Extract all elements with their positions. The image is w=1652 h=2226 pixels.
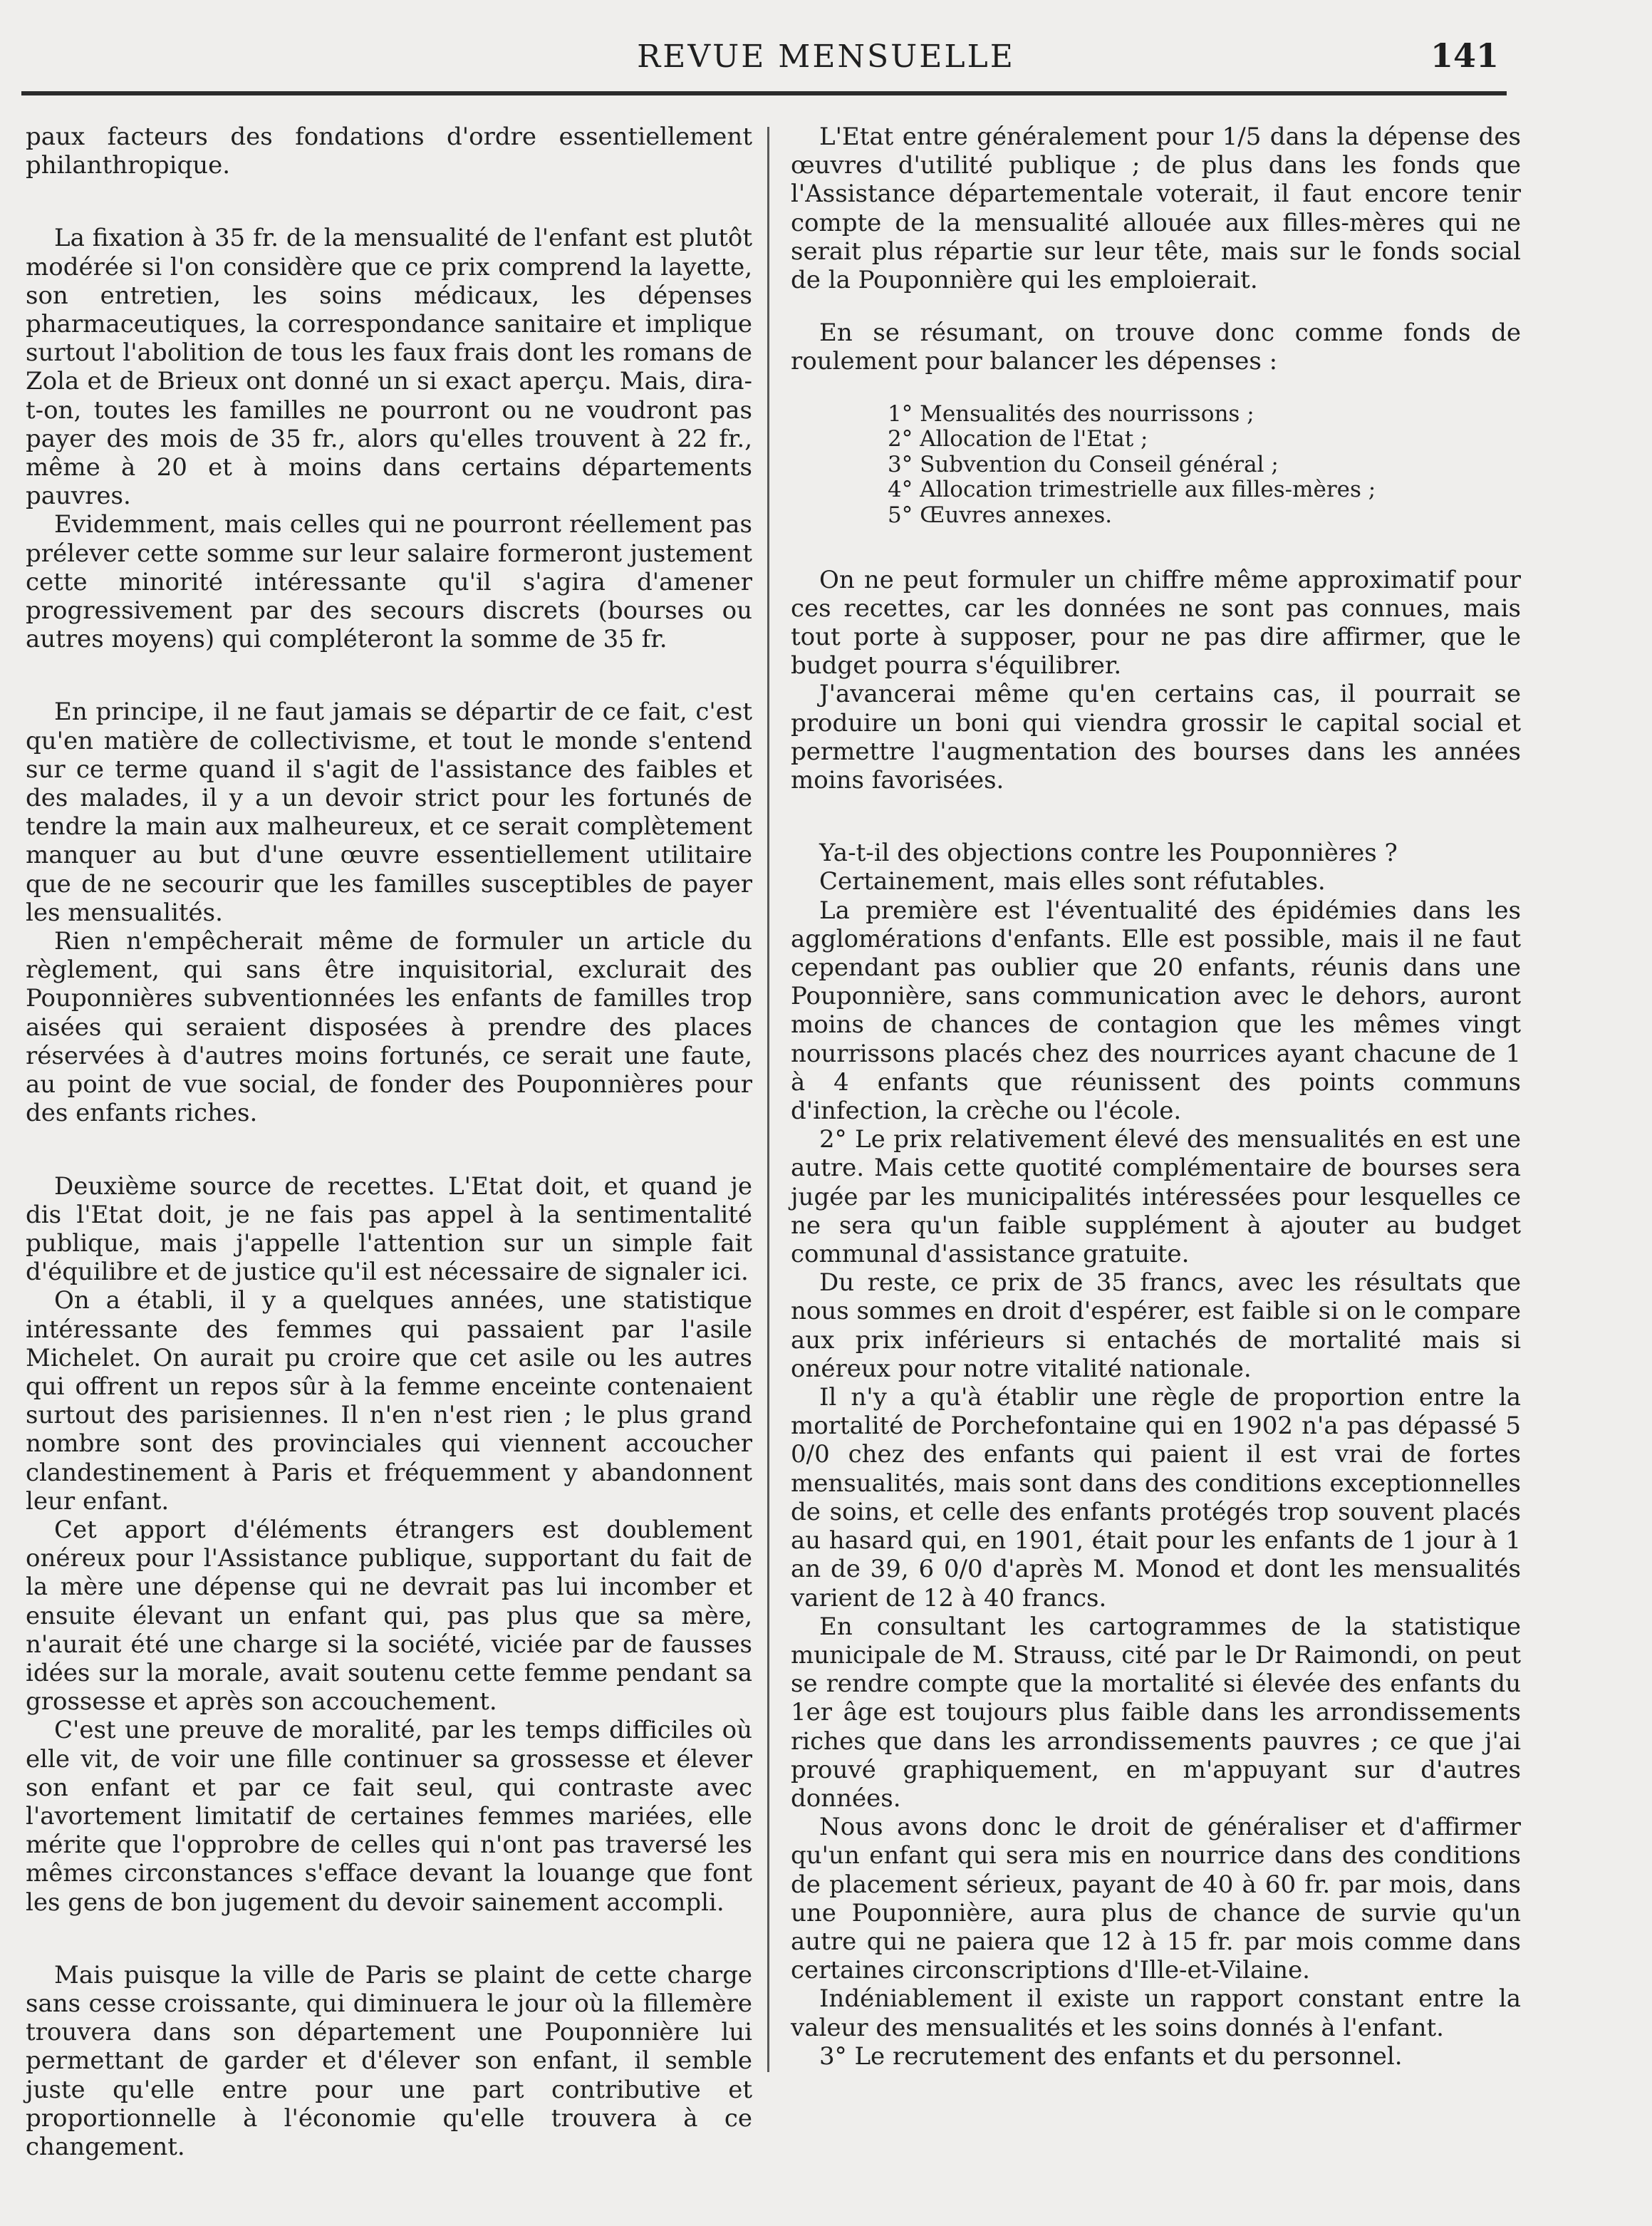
list-item: 2° Allocation de l'Etat ; <box>888 426 1148 452</box>
left-column <box>26 123 752 2161</box>
paragraph: Cet apport d'éléments étrangers est doublement onéreux pour l'Assistance publique, supportant du fait de la mère une dépense qui ne devrait pas lui incomber et ensuite élevant un enfant qui, pas plus que sa mère, n'aurait été une charge si la société, viciée par de fausses idées sur la morale, avait soutenu cette femme pendant sa grossesse et après son accouchement. <box>26 1515 752 1717</box>
column-divider <box>767 127 769 2072</box>
paragraph: L'Etat entre généralement pour 1/5 dans la dépense des œuvres d'utilité publique ; de plus dans les fonds que l'Assistance départementale voterait, il faut encore tenir compte de la mensualité allouée aux filles-mères qui ne serait plus répartie sur leur tête, mais sur le fonds social de la Pouponnière qui les emploierait. <box>791 123 1521 295</box>
paragraph: Il n'y a qu'à établir une règle de proportion entre la mortalité de Porchefontaine qui en 1902 n'a pas dépassé 5 0/0 chez des enfants qui paient il est vrai de fortes mensualités, mais sont dans des conditions exceptionnelles de soins, et celle des enfants protégés trop souvent placés au hasard qui, en 1901, était pour les enfants de 1 jour à 1 an de 39, 6 0/0 d'après M. Monod et dont les mensualités varient de 12 à 40 francs. <box>791 1383 1521 1612</box>
paragraph: Mais puisque la ville de Paris se plaint de cette charge sans cesse croissante, qui diminuera le jour où la fillemère trouvera dans son département une Pouponnière lui permettant de garder et d'élever son enfant, il semble juste qu'elle entre pour une part contributive et proportionnelle à l'économie qu'elle trouvera à ce changement. <box>26 1960 752 2161</box>
right-column <box>791 123 1521 2071</box>
paragraph: Rien n'empêcherait même de formuler un article du règlement, qui sans être inquisitorial, exclurait des Pouponnières subventionnées les enfants de familles trop aisées qui seraient disposées à prendre des places réservées à d'autres moins fortunés, ce serait une faute, au point de vue social, de fonder des Pouponnières pour des enfants riches. <box>26 927 752 1128</box>
list-item: 4° Allocation trimestrielle aux filles-mères ; <box>888 477 1376 503</box>
list-item: 3° Subvention du Conseil général ; <box>888 451 1279 477</box>
paragraph: En se résumant, on trouve donc comme fonds de roulement pour balancer les dépenses : <box>791 319 1521 376</box>
paragraph: Indéniablement il existe un rapport constant entre la valeur des mensualités et les soins donnés à l'enfant. <box>791 1984 1521 2042</box>
paragraph: Deuxième source de recettes. L'Etat doit, et quand je dis l'Etat doit, je ne fais pas appel à la sentimentalité publique, mais j'appelle l'attention sur un simple fait d'équilibre et de justice qu'il est nécessaire de signaler ici. <box>26 1171 752 1287</box>
list-item: 1° Mensualités des nourrissons ; <box>888 400 1254 427</box>
paragraph: Nous avons donc le droit de généraliser et d'affirmer qu'un enfant qui sera mis en nourrice dans des conditions de placement sérieux, payant de 40 à 60 fr. par mois, dans une Pouponnière, aura plus de chance de survie qu'un autre qui ne paiera que 12 à 15 fr. par mois comme dans certaines circonscriptions d'Ille-et-Vilaine. <box>791 1813 1521 1985</box>
paragraph: En consultant les cartogrammes de la statistique municipale de M. Strauss, cité par le Dr Raimondi, on peut se rendre compte que la mortalité si élevée des enfants du 1er âge est toujours plus faible dans les arrondissements riches que dans les arrondissements pauvres ; ce que j'ai prouvé graphiquement, en m'appuyant sur d'autres données. <box>791 1612 1521 1813</box>
funding-sources-list <box>888 402 1521 529</box>
paragraph: La fixation à 35 fr. de la mensualité de l'enfant est plutôt modérée si l'on considère que ce prix comprend la layette, son entretien, les soins médicaux, les dépenses pharmaceutiques, la correspondance sanitaire et implique surtout l'abolition de tous les faux frais dont les romans de Zola et de Brieux ont donné un si exact aperçu. Mais, dira-t-on, toutes les familles ne pourront ou ne voudront pas payer des mois de 35 fr., alors qu'elles trouvent à 22 fr., même à 20 et à moins dans certains départements pauvres. <box>26 224 752 511</box>
paragraph: Du reste, ce prix de 35 francs, avec les résultats que nous sommes en droit d'espérer, est faible si on le compare aux prix inférieurs si entachés de mortalité mais si onéreux pour notre vitalité nationale. <box>791 1268 1521 1383</box>
page-number: 141 <box>1430 36 1500 75</box>
paragraph: J'avancerai même qu'en certains cas, il pourrait se produire un boni qui viendra grossir le capital social et permettre l'augmentation des bourses dans les années moins favorisées. <box>791 680 1521 795</box>
paragraph: Ya-t-il des objections contre les Pouponnières ? <box>819 839 1398 868</box>
list-item: 5° Œuvres annexes. <box>888 502 1113 528</box>
running-title: REVUE MENSUELLE <box>637 38 1015 75</box>
paragraph: Certainement, mais elles sont réfutables. <box>819 867 1326 896</box>
paragraph: Evidemment, mais celles qui ne pourront réellement pas prélever cette somme sur leur salaire formeront justement cette minorité intéressante qu'il s'agira d'amener progressivement par des secours discrets (bourses ou autres moyens) qui compléteront la somme de 35 fr. <box>26 510 752 654</box>
paragraph: La première est l'éventualité des épidémies dans les agglomérations d'enfants. Elle est possible, mais il ne faut cependant pas oublier que 20 enfants, réunis dans une Pouponnière, sans communication avec le dehors, auront moins de chances de contagion que les mêmes vingt nourrissons placés chez des nourrices ayant chacune de 1 à 4 enfants que réunissent des points communs d'infection, la crèche ou l'école. <box>791 896 1521 1126</box>
paragraph: 2° Le prix relativement élevé des mensualités en est une autre. Mais cette quotité complémentaire de bourses sera jugée par les municipalités intéressées pour lesquelles ce ne sera qu'un faible supplément à ajouter au budget communal d'assistance gratuite. <box>791 1125 1521 1269</box>
paragraph: On a établi, il y a quelques années, une statistique intéressante des femmes qui passaient par l'asile Michelet. On aurait pu croire que cet asile ou les autres qui offrent un repos sûr à la femme enceinte contenaient surtout des parisiennes. Il n'en n'est rien ; le plus grand nombre sont des provinciales qui viennent accoucher clandestinement à Paris et fréquemment y abandonnent leur enfant. <box>26 1286 752 1516</box>
paragraph: 3° Le recrutement des enfants et du personnel. <box>819 2041 1403 2071</box>
paragraph: On ne peut formuler un chiffre même approximatif pour ces recettes, car les données ne sont pas connues, mais tout porte à supposer, pour ne pas dire affirmer, que le budget pourra s'équilibrer. <box>791 565 1521 680</box>
header-rule <box>21 91 1507 95</box>
paragraph: paux facteurs des fondations d'ordre essentiellement philanthropique. <box>26 123 752 180</box>
paragraph: En principe, il ne faut jamais se départir de ce fait, c'est qu'en matière de collectivisme, et tout le monde s'entend sur ce terme quand il s'agit de l'assistance des faibles et des malades, il y a un devoir strict pour les fortunés de tendre la main aux malheureux, et ce serait complètement manquer au but d'une œuvre essentiellement utilitaire que de ne secourir que les familles susceptibles de payer les mensualités. <box>26 698 752 927</box>
paragraph: C'est une preuve de moralité, par les temps difficiles où elle vit, de voir une fille continuer sa grossesse et élever son enfant et par ce fait seul, qui contraste avec l'avortement limitatif de certaines femmes mariées, elle mérite que l'opprobre de celles qui n'ont pas traversé les mêmes circonstances s'efface devant la louange que font les gens de bon jugement du devoir sainement accompli. <box>26 1716 752 1917</box>
